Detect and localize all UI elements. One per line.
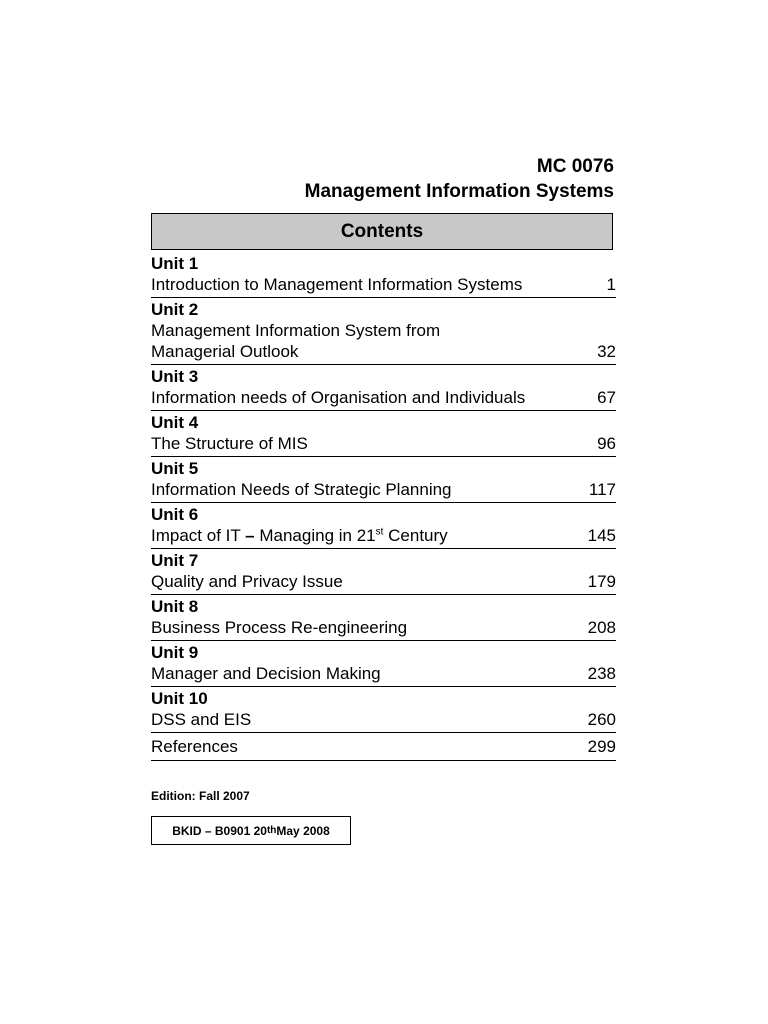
unit-label: Unit 7 bbox=[151, 551, 199, 570]
toc-entry-unit-3 bbox=[151, 365, 616, 411]
unit-title: Information needs of Organisation and Individuals bbox=[151, 388, 526, 407]
bkid-text: BKID – B0901 20 bbox=[172, 823, 267, 838]
toc-entry-references bbox=[151, 733, 616, 761]
unit-title-part: Century bbox=[383, 526, 448, 545]
unit-label: Unit 4 bbox=[151, 413, 199, 432]
toc-entry-unit-10 bbox=[151, 687, 616, 733]
unit-title bbox=[151, 525, 448, 546]
page-number: 299 bbox=[587, 737, 616, 756]
unit-title: The Structure of MIS bbox=[151, 434, 308, 453]
unit-title: Introduction to Management Information Systems bbox=[151, 275, 523, 294]
toc-entry-unit-5 bbox=[151, 457, 616, 503]
unit-label: Unit 2 bbox=[151, 300, 199, 319]
unit-label: Unit 3 bbox=[151, 367, 199, 386]
unit-title: DSS and EIS bbox=[151, 710, 252, 729]
page-number: 32 bbox=[597, 342, 616, 361]
edition-note: Edition: Fall 2007 bbox=[151, 789, 250, 803]
unit-title-part: Impact of IT bbox=[151, 526, 246, 545]
page-number: 117 bbox=[588, 480, 616, 499]
table-of-contents bbox=[151, 252, 616, 761]
page-number: 208 bbox=[587, 618, 616, 637]
toc-entry-unit-7 bbox=[151, 549, 616, 595]
page-number: 260 bbox=[587, 710, 616, 729]
toc-entry-unit-4 bbox=[151, 411, 616, 457]
title-dash: – bbox=[245, 526, 255, 545]
bkid-box: BKID – B0901 20 th May 2008 bbox=[151, 816, 351, 845]
unit-label: Unit 10 bbox=[151, 689, 208, 708]
contents-heading: Contents bbox=[151, 213, 613, 250]
page-number: 96 bbox=[597, 434, 616, 453]
references-label: References bbox=[151, 737, 238, 756]
course-code: MC 0076 bbox=[536, 156, 614, 177]
unit-label: Unit 1 bbox=[151, 254, 199, 273]
unit-title: Business Process Re-engineering bbox=[151, 618, 408, 637]
toc-entry-unit-2 bbox=[151, 298, 616, 365]
unit-title-part: Managing in 21 bbox=[254, 526, 376, 545]
ordinal-suffix: st bbox=[375, 526, 384, 538]
toc-entry-unit-6 bbox=[151, 503, 616, 549]
bkid-date: May 2008 bbox=[276, 823, 330, 838]
unit-title-line-2: Managerial Outlook bbox=[151, 342, 299, 361]
unit-title: Manager and Decision Making bbox=[151, 664, 381, 683]
unit-label: Unit 9 bbox=[151, 643, 199, 662]
page-number: 67 bbox=[597, 388, 616, 407]
unit-title: Quality and Privacy Issue bbox=[151, 572, 343, 591]
page-number: 1 bbox=[606, 275, 616, 294]
page-number: 145 bbox=[587, 526, 616, 545]
unit-title-line-1: Management Information System from bbox=[151, 321, 441, 340]
page-number: 238 bbox=[587, 664, 616, 683]
toc-entry-unit-1 bbox=[151, 252, 616, 298]
toc-entry-unit-8 bbox=[151, 595, 616, 641]
course-title: Management Information Systems bbox=[304, 181, 614, 202]
unit-label: Unit 8 bbox=[151, 597, 199, 616]
toc-entry-unit-9 bbox=[151, 641, 616, 687]
unit-title: Information Needs of Strategic Planning bbox=[151, 480, 452, 499]
unit-label: Unit 5 bbox=[151, 459, 199, 478]
page-number: 179 bbox=[587, 572, 616, 591]
unit-label: Unit 6 bbox=[151, 505, 199, 524]
